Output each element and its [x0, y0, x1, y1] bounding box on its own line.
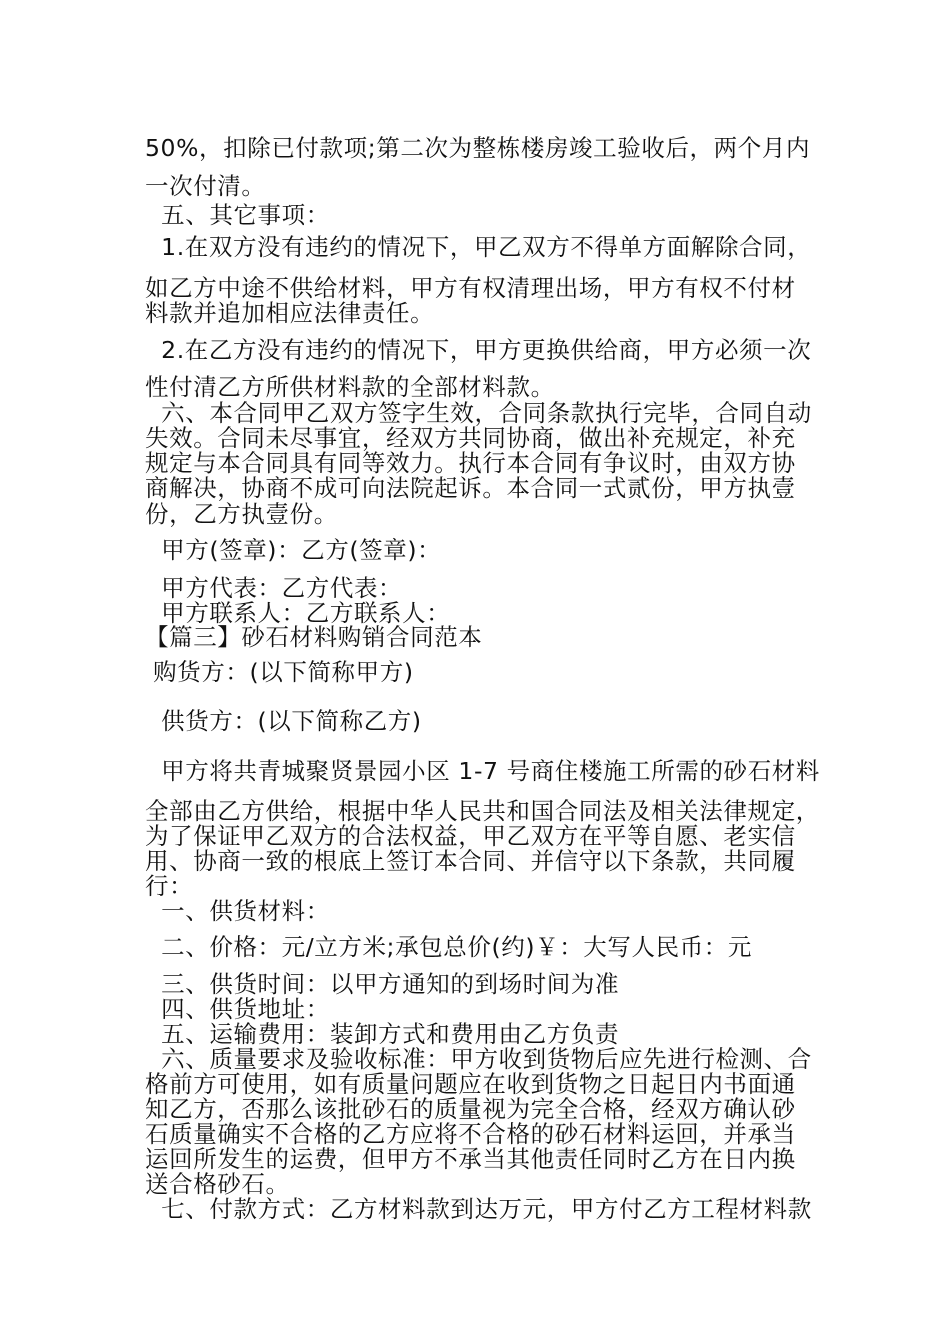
text-line: 一次付清。: [145, 172, 266, 200]
text-line: 50%，扣除已付款项;第二次为整栋楼房竣工验收后，两个月内: [145, 134, 811, 162]
text-line: 石质量确实不合格的乙方应将不合格的砂石材料运回，并承当: [145, 1120, 796, 1148]
clause-line: 七、付款方式：乙方材料款到达万元，甲方付乙方工程材料款: [145, 1195, 812, 1223]
buyer-line: 购货方：(以下简称甲方): [145, 658, 414, 686]
text-line: 性付清乙方所供材料款的全部材料款。: [145, 373, 555, 401]
text-line: 失效。合同未尽事宜，经双方共同协商，做出补充规定，补充: [145, 424, 796, 452]
text-line: 份，乙方执壹份。: [145, 500, 338, 528]
text-line: 如乙方中途不供给材料，甲方有权清理出场，甲方有权不付材: [145, 274, 796, 302]
text-line: 知乙方，否那么该批砂石的质量视为完全合格，经双方确认砂: [145, 1095, 796, 1123]
text-line: 格前方可使用，如有质量问题应在收到货物之日起日内书面通: [145, 1070, 796, 1098]
text-line: 送合格砂石。: [145, 1170, 290, 1198]
clause-line: 六、质量要求及验收标准：甲方收到货物后应先进行检测、合: [145, 1045, 812, 1073]
clause-line: 二、价格：元/立方米;承包总价(约)￥：大写人民币：元: [145, 933, 753, 961]
clause-line: 一、供货材料：: [145, 897, 330, 925]
clause-line: 四、供货地址：: [145, 995, 330, 1023]
section-title: 【篇三】砂石材料购销合同范本: [145, 623, 483, 651]
text-line: 六、本合同甲乙双方签字生效，合同条款执行完毕，合同自动: [145, 399, 812, 427]
text-line: 运回所发生的运费，但甲方不承当其他责任同时乙方在日内换: [145, 1145, 796, 1173]
clause-line: 五、运输费用：装卸方式和费用由乙方负责: [145, 1020, 620, 1048]
text-line: 行：: [145, 872, 194, 900]
text-line: 全部由乙方供给，根据中华人民共和国合同法及相关法律规定，: [145, 797, 820, 825]
text-line: 料款并追加相应法律责任。: [145, 299, 435, 327]
text-line: 规定与本合同具有同等效力。执行本合同有争议时，由双方协: [145, 449, 796, 477]
text-line: 为了保证甲乙双方的合法权益，甲乙双方在平等自愿、老实信: [145, 822, 796, 850]
supplier-line: 供货方：(以下简称乙方): [145, 707, 422, 735]
text-line: 用、协商一致的根底上签订本合同、并信守以下条款，共同履: [145, 847, 796, 875]
section-heading: 五、其它事项：: [145, 201, 330, 229]
contact-line: 甲方联系人：乙方联系人：: [145, 599, 451, 627]
text-line: 甲方将共青城聚贤景园小区 1-7 号商住楼施工所需的砂石材料: [145, 757, 820, 785]
text-line: 商解决，协商不成可向法院起诉。本合同一式贰份，甲方执壹: [145, 474, 796, 502]
clause-line: 三、供货时间：以甲方通知的到场时间为准: [145, 970, 620, 998]
signature-line: 甲方(签章)：乙方(签章)：: [145, 536, 442, 564]
text-line: 2.在乙方没有违约的情况下，甲方更换供给商，甲方必须一次: [145, 336, 812, 364]
text-line: 1.在双方没有违约的情况下，甲乙双方不得单方面解除合同，: [145, 233, 812, 261]
representative-line: 甲方代表：乙方代表：: [145, 574, 403, 602]
